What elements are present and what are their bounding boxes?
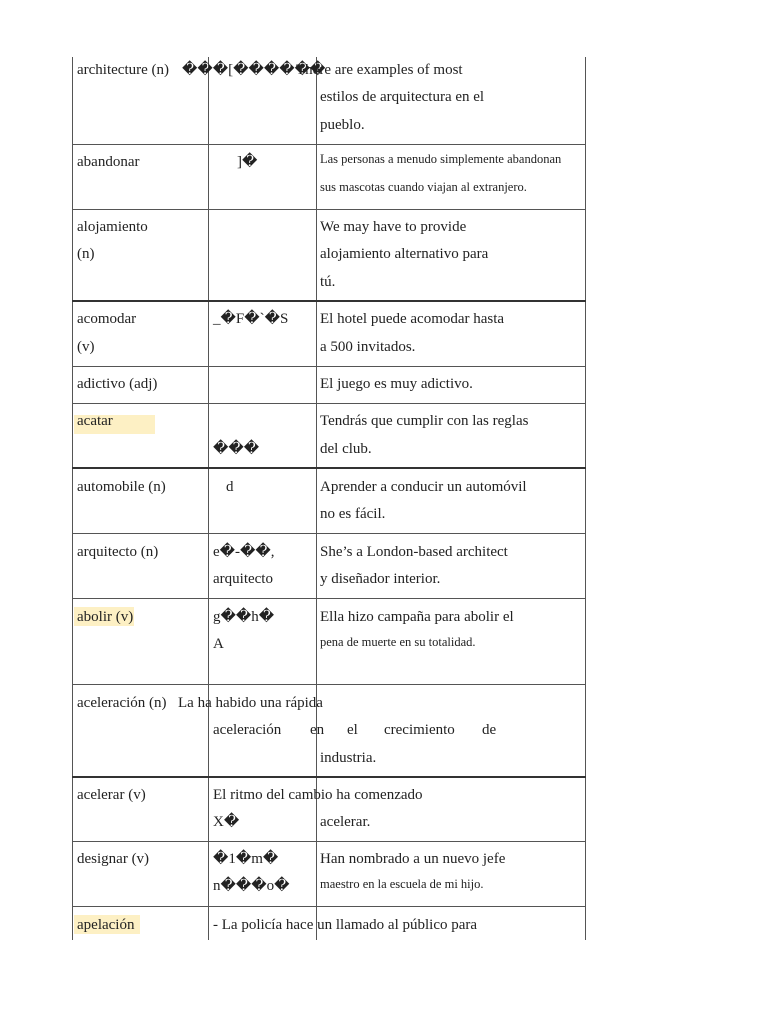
term: (v) bbox=[77, 339, 95, 355]
example-line: y diseñador interior. bbox=[320, 571, 441, 587]
example-word: el bbox=[347, 722, 358, 738]
example-line: - La policía hace un llamado al público para bbox=[213, 917, 478, 933]
translation: A bbox=[213, 636, 224, 652]
example-line: El ritmo del cambio ha comenzado bbox=[213, 787, 423, 803]
term: acelerar (v) bbox=[77, 787, 146, 803]
term: architecture (n) bbox=[77, 62, 170, 78]
example-line: a 500 invitados. bbox=[320, 339, 416, 355]
example-line: Las personas a menudo simplemente abandonan bbox=[320, 152, 562, 166]
term: abolir (v) bbox=[77, 609, 134, 625]
example-line: She’s a London-based architect bbox=[320, 544, 508, 560]
row-divider bbox=[72, 209, 586, 210]
term: abandonar bbox=[77, 154, 140, 170]
example-word: aceleración bbox=[213, 722, 282, 738]
translation: e�-��, bbox=[213, 544, 275, 560]
example-line: El juego es muy adictivo. bbox=[320, 376, 473, 392]
table-column-divider bbox=[208, 57, 209, 940]
example-word: de bbox=[482, 722, 497, 738]
row-divider bbox=[72, 144, 586, 145]
translation: _�F�`�S bbox=[213, 311, 289, 327]
term: aceleración (n) bbox=[77, 695, 167, 711]
example-line: pena de muerte en su totalidad. bbox=[320, 635, 476, 649]
translation: ���[������ bbox=[182, 62, 326, 78]
translation: �1�m� bbox=[213, 851, 279, 867]
term: (n) bbox=[77, 246, 95, 262]
term: acatar bbox=[77, 413, 113, 429]
row-divider bbox=[72, 403, 586, 404]
example-line: no es fácil. bbox=[320, 506, 386, 522]
row-divider bbox=[72, 300, 586, 302]
table-border-right bbox=[585, 57, 586, 940]
row-divider bbox=[72, 776, 586, 778]
row-divider bbox=[72, 467, 586, 469]
row-divider bbox=[72, 841, 586, 842]
term: adictivo (adj) bbox=[77, 376, 158, 392]
term: alojamiento bbox=[77, 219, 148, 235]
example-line: Han nombrado a un nuevo jefe bbox=[320, 851, 506, 867]
example-line: pueblo. bbox=[320, 117, 365, 133]
row-divider bbox=[72, 533, 586, 534]
example-line: El hotel puede acomodar hasta bbox=[320, 311, 505, 327]
example-line: There are examples of most bbox=[296, 62, 463, 78]
example-line: industria. bbox=[320, 750, 377, 766]
translation: ��� bbox=[213, 441, 260, 457]
translation: X� bbox=[213, 814, 240, 830]
example-line: alojamiento alternativo para bbox=[320, 246, 489, 262]
row-divider bbox=[72, 366, 586, 367]
example-word: en bbox=[310, 722, 325, 738]
example-line: estilos de arquitectura en el bbox=[320, 89, 485, 105]
example-line: maestro en la escuela de mi hijo. bbox=[320, 877, 484, 891]
example-line: La ha habido una rápida bbox=[178, 695, 323, 711]
translation: arquitecto bbox=[213, 571, 273, 587]
term: apelación bbox=[77, 917, 135, 933]
translation: d bbox=[226, 479, 234, 495]
example-line: acelerar. bbox=[320, 814, 371, 830]
example-line: tú. bbox=[320, 274, 336, 290]
example-line: Ella hizo campaña para abolir el bbox=[320, 609, 514, 625]
table-column-divider bbox=[316, 57, 317, 940]
example-line: del club. bbox=[320, 441, 372, 457]
term: designar (v) bbox=[77, 851, 150, 867]
row-divider bbox=[72, 684, 586, 685]
row-divider bbox=[72, 906, 586, 907]
example-line: We may have to provide bbox=[320, 219, 467, 235]
term: arquitecto (n) bbox=[77, 544, 159, 560]
example-word: crecimiento bbox=[384, 722, 455, 738]
translation: n���o� bbox=[213, 878, 290, 894]
table-border-left bbox=[72, 57, 73, 940]
example-line: Tendrás que cumplir con las reglas bbox=[320, 413, 529, 429]
translation: ]� bbox=[237, 154, 258, 170]
term: automobile (n) bbox=[77, 479, 166, 495]
row-divider bbox=[72, 598, 586, 599]
term: acomodar bbox=[77, 311, 137, 327]
example-line: Aprender a conducir un automóvil bbox=[320, 479, 527, 495]
example-line: sus mascotas cuando viajan al extranjero. bbox=[320, 180, 527, 194]
translation: g��h� bbox=[213, 609, 275, 625]
